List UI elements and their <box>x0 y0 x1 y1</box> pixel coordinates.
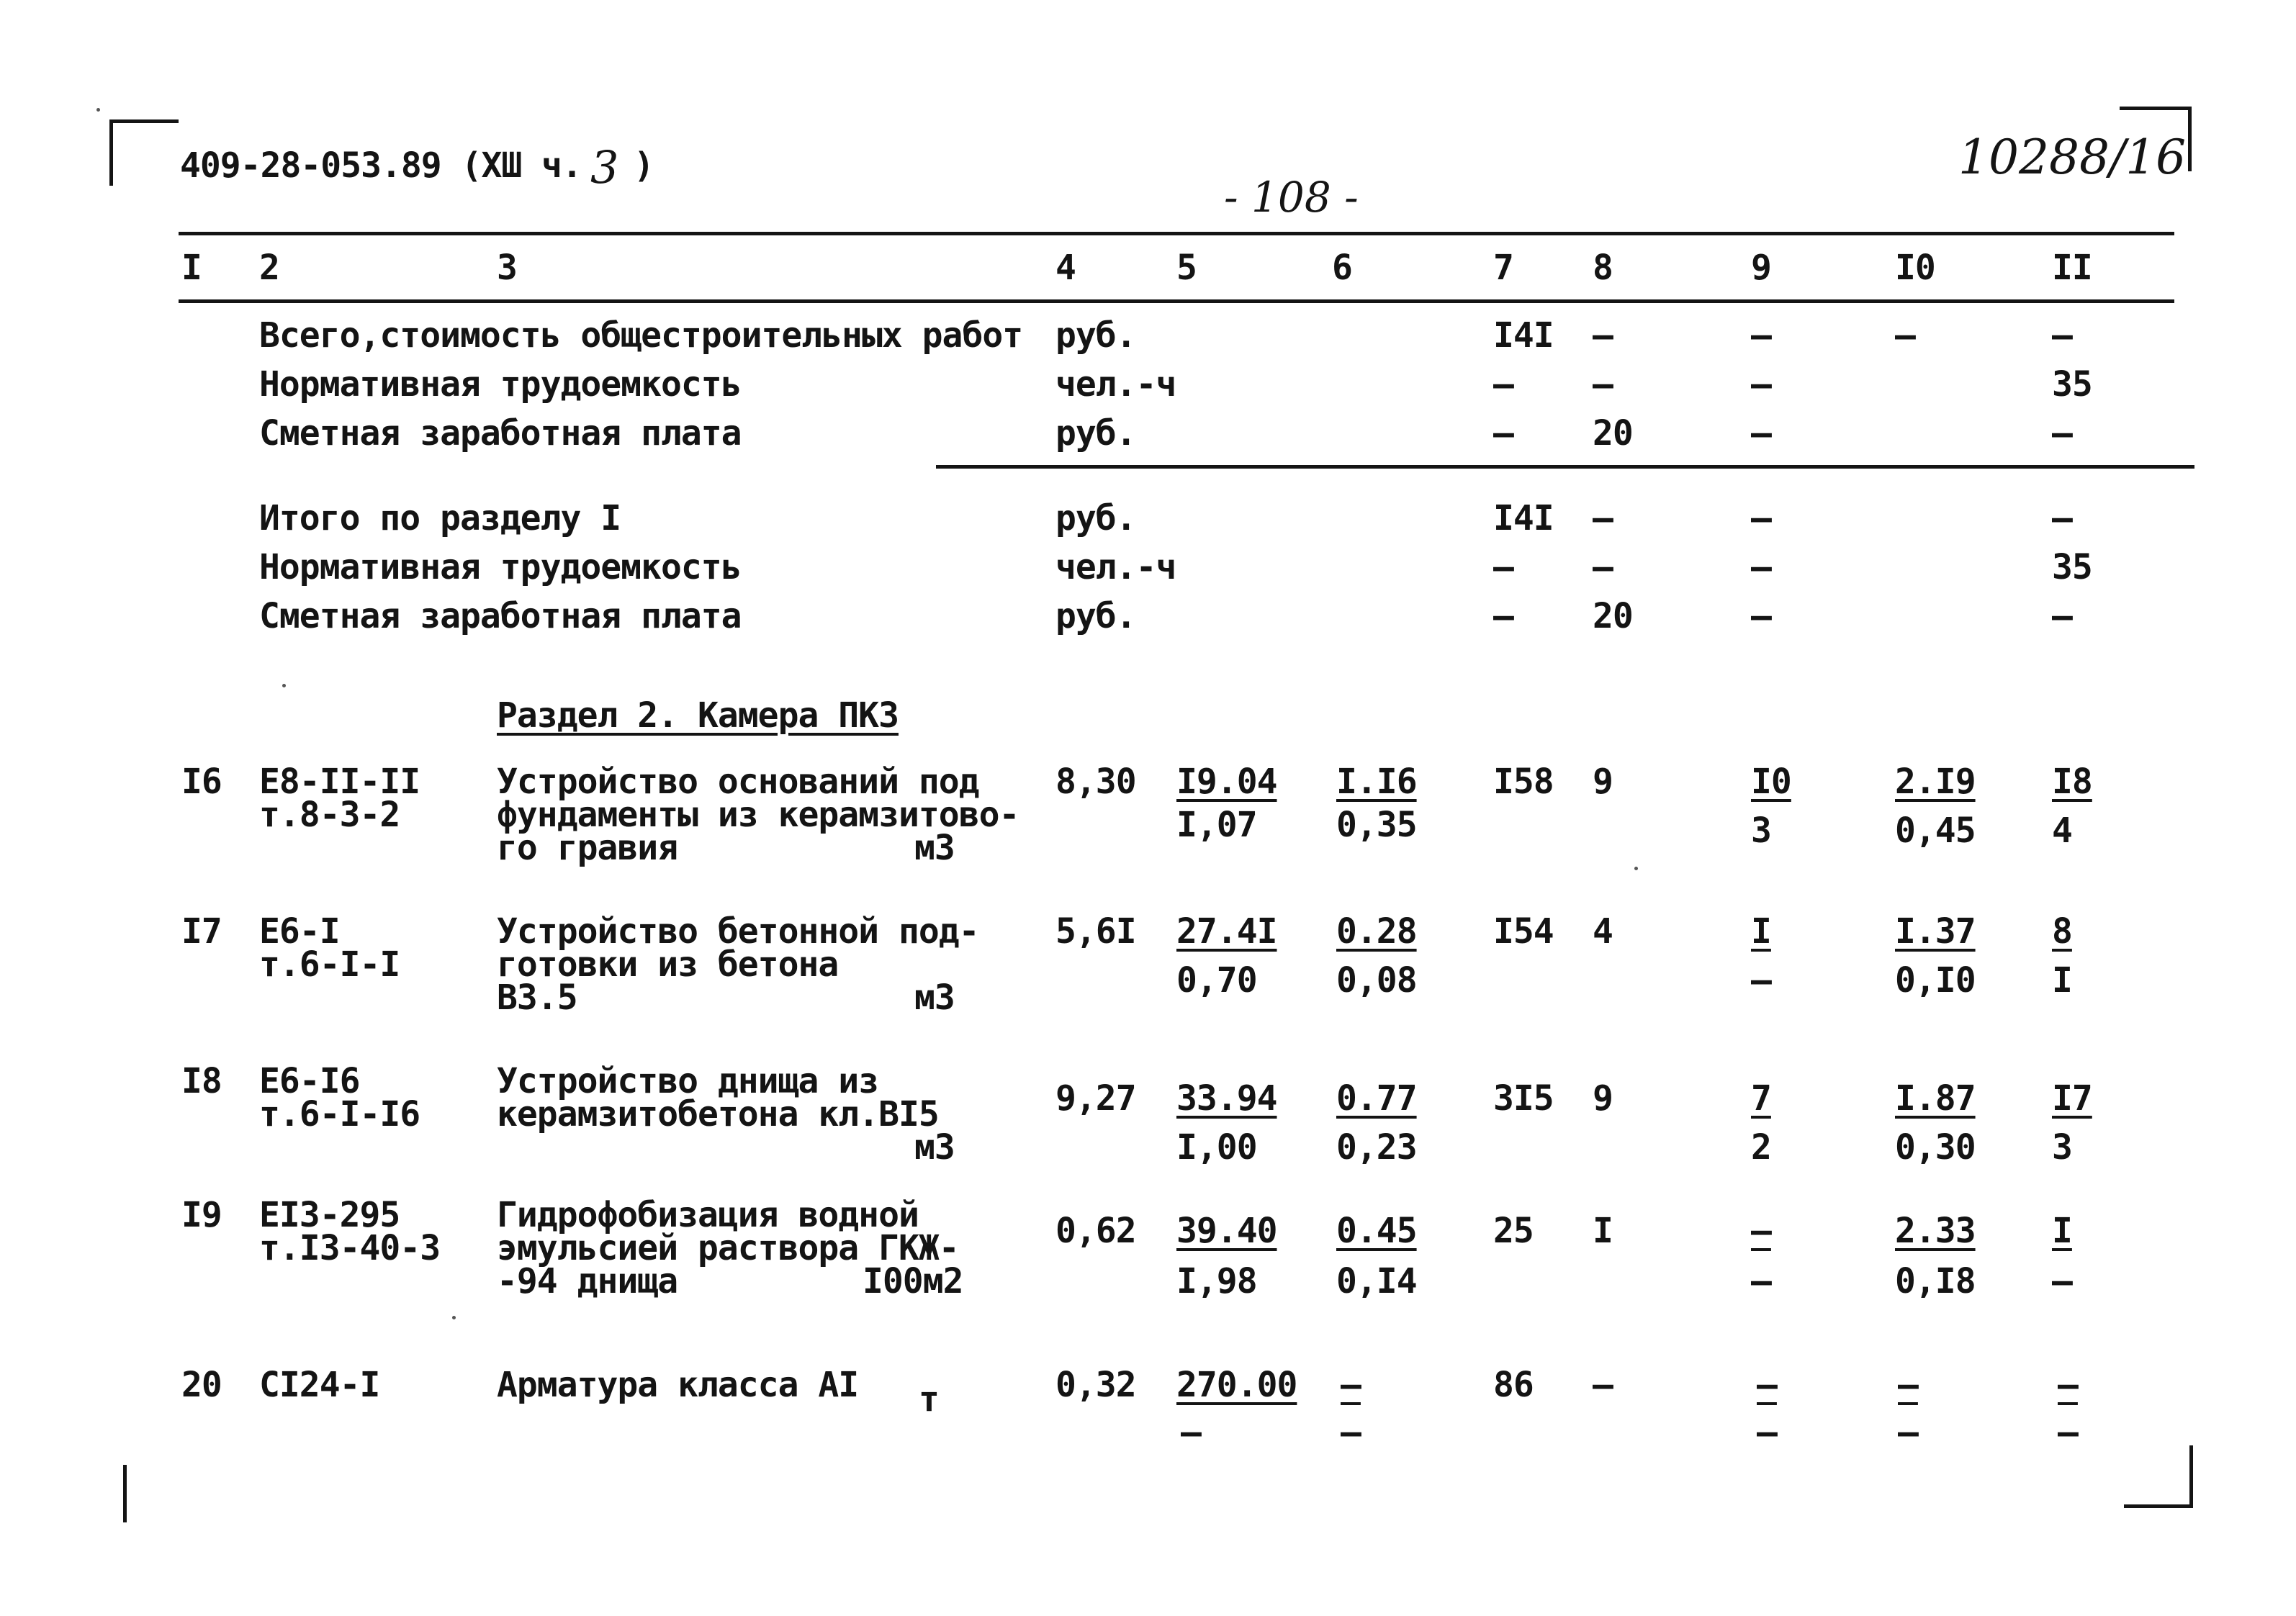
row-col10-top: 2.I9 <box>1895 762 1976 802</box>
row-col5-top: I9.04 <box>1176 762 1277 802</box>
total-col7: – <box>1493 364 1513 405</box>
row-col10-bottom: 0,I0 <box>1895 960 1976 1001</box>
row-col5-bottom: 0,70 <box>1176 960 1257 1001</box>
total-unit: руб. <box>1055 315 1136 356</box>
row-col6-top: I.I6 <box>1336 762 1417 802</box>
row-desc-line2: эмульсией раствора ГКЖ- <box>497 1228 959 1268</box>
row-unit: м3 <box>914 828 955 868</box>
row-col5-top: 270.00 <box>1176 1365 1297 1405</box>
row-col6-top: 0.28 <box>1336 911 1417 952</box>
row-col8: 9 <box>1593 1078 1613 1119</box>
total-col8: 20 <box>1593 413 1633 453</box>
total-label: Итого по разделу I <box>259 498 621 538</box>
total-col11: 35 <box>2052 364 2092 405</box>
row-col7: I58 <box>1493 762 1554 802</box>
row-code: Е6-I <box>259 911 340 952</box>
row-col9-top: – <box>1751 1211 1771 1251</box>
column-header-3: 3 <box>497 248 517 288</box>
row-col6-bottom: 0,23 <box>1336 1127 1417 1168</box>
column-header-5: 5 <box>1176 248 1197 288</box>
row-desc-line2: готовки из бетона <box>497 944 839 985</box>
total-col9: – <box>1751 547 1771 587</box>
total-unit: руб. <box>1055 596 1136 636</box>
total-col11: – <box>2052 498 2072 538</box>
row-col6-bottom: – <box>1341 1412 1361 1453</box>
total-col9: – <box>1751 364 1771 405</box>
inventory-number: 10288/16 <box>1958 130 2187 185</box>
total-col10: – <box>1895 315 1915 356</box>
total-unit: руб. <box>1055 498 1136 538</box>
row-col9-bottom: 3 <box>1751 811 1771 851</box>
total-unit: чел.-ч <box>1055 364 1176 405</box>
row-col6-top: 0.77 <box>1336 1078 1417 1119</box>
row-col6-top: 0.45 <box>1336 1211 1417 1251</box>
total-label: Сметная заработная плата <box>259 596 742 636</box>
row-number: I9 <box>181 1195 222 1235</box>
total-col8: – <box>1593 547 1613 587</box>
column-header-1: I <box>181 248 202 288</box>
total-unit: чел.-ч <box>1055 547 1176 587</box>
totals-separator-rule <box>936 465 2194 469</box>
row-unit: I00м2 <box>863 1261 963 1301</box>
total-col8: – <box>1593 498 1613 538</box>
total-col8: – <box>1593 364 1613 405</box>
column-header-4: 4 <box>1055 248 1076 288</box>
row-col6-bottom: 0,I4 <box>1336 1261 1417 1301</box>
row-col5-bottom: I,98 <box>1176 1261 1257 1301</box>
row-desc-line3: го гравия <box>497 828 678 868</box>
total-col11: – <box>2052 596 2072 636</box>
row-col5-top: 33.94 <box>1176 1078 1277 1119</box>
row-col8: 4 <box>1593 911 1613 952</box>
total-label: Нормативная трудоемкость <box>259 364 742 405</box>
row-col9-bottom: – <box>1751 1261 1771 1301</box>
row-code: Е6-I6 <box>259 1061 360 1101</box>
row-code: СI24-I <box>259 1365 380 1405</box>
row-col11-bottom: – <box>2052 1261 2072 1301</box>
row-number: I8 <box>181 1061 222 1101</box>
row-code-table: т.6-I-I <box>259 944 400 985</box>
scan-speck <box>96 108 100 112</box>
row-col8: I <box>1593 1211 1613 1251</box>
total-label: Сметная заработная плата <box>259 413 742 453</box>
row-col10-bottom: – <box>1898 1412 1918 1453</box>
row-code-table: т.8-3-2 <box>259 795 400 835</box>
row-desc-line1: Гидрофобизация водной <box>497 1195 919 1235</box>
row-unit: м3 <box>914 978 955 1018</box>
scan-speck <box>452 1316 456 1319</box>
row-col9-bottom: 2 <box>1751 1127 1771 1168</box>
row-col11-top: I <box>2052 1211 2072 1251</box>
row-col5-top: 27.4I <box>1176 911 1277 952</box>
table-top-rule <box>179 232 2174 235</box>
document-part-number: 3 <box>590 141 619 194</box>
frame-corner-top-left-h <box>109 119 179 123</box>
column-header-11: II <box>2052 248 2092 288</box>
total-col7: – <box>1493 547 1513 587</box>
row-col9-bottom: – <box>1751 960 1771 1001</box>
row-number: 20 <box>181 1365 222 1405</box>
row-col10-bottom: 0,I8 <box>1895 1261 1976 1301</box>
row-col6-top: – <box>1341 1365 1361 1405</box>
row-col10-bottom: 0,30 <box>1895 1127 1976 1168</box>
row-col10-top: – <box>1898 1365 1918 1405</box>
row-quantity: 0,32 <box>1055 1365 1136 1405</box>
row-col8: – <box>1593 1365 1613 1405</box>
row-col7: I54 <box>1493 911 1554 952</box>
frame-corner-bottom-right-h <box>2124 1504 2193 1508</box>
total-label: Нормативная трудоемкость <box>259 547 742 587</box>
row-number: I6 <box>181 762 222 802</box>
row-col5-bottom: I,00 <box>1176 1127 1257 1168</box>
total-col11: – <box>2052 315 2072 356</box>
row-col11-top: I8 <box>2052 762 2092 802</box>
frame-corner-bottom-right-v <box>2189 1445 2193 1508</box>
total-col9: – <box>1751 498 1771 538</box>
row-number: I7 <box>181 911 222 952</box>
row-code: Е8-II-II <box>259 762 420 802</box>
header-bottom-rule <box>179 299 2174 303</box>
row-desc-line1: Устройство оснований под <box>497 762 979 802</box>
row-col11-top: I7 <box>2052 1078 2092 1119</box>
column-header-6: 6 <box>1332 248 1352 288</box>
row-desc-line3: В3.5 <box>497 978 577 1018</box>
total-col9: – <box>1751 315 1771 356</box>
column-header-2: 2 <box>259 248 279 288</box>
total-col7: I4I <box>1493 315 1554 356</box>
frame-corner-top-left-v <box>109 119 113 186</box>
row-col11-top: – <box>2058 1365 2078 1405</box>
row-desc-line1: Устройство днища из <box>497 1061 879 1101</box>
row-desc-line1: Устройство бетонной под- <box>497 911 979 952</box>
row-col11-bottom: 4 <box>2052 811 2072 851</box>
column-header-8: 8 <box>1593 248 1613 288</box>
row-col11-bottom: I <box>2052 960 2072 1001</box>
row-col10-top: I.87 <box>1895 1078 1976 1119</box>
row-col5-top: 39.40 <box>1176 1211 1277 1251</box>
row-quantity: 5,6I <box>1055 911 1136 952</box>
total-label: Всего,стоимость общестроительных работ <box>259 315 1023 356</box>
row-quantity: 9,27 <box>1055 1078 1136 1119</box>
row-col10-top: 2.33 <box>1895 1211 1976 1251</box>
scan-speck <box>1634 867 1638 870</box>
row-col9-top: 7 <box>1751 1078 1771 1119</box>
row-col5-bottom: I,07 <box>1176 805 1257 845</box>
row-desc-line3: -94 днища <box>497 1261 678 1301</box>
row-col10-top: I.37 <box>1895 911 1976 952</box>
row-col5-bottom: – <box>1181 1412 1201 1453</box>
row-col11-bottom: 3 <box>2052 1127 2072 1168</box>
row-col7: 86 <box>1493 1365 1534 1405</box>
total-col7: – <box>1493 413 1513 453</box>
row-col9-top: I0 <box>1751 762 1791 802</box>
row-quantity: 0,62 <box>1055 1211 1136 1251</box>
total-unit: руб. <box>1055 413 1136 453</box>
column-header-10: I0 <box>1895 248 1935 288</box>
total-col11: 35 <box>2052 547 2092 587</box>
row-col6-bottom: 0,35 <box>1336 805 1417 845</box>
row-col6-bottom: 0,08 <box>1336 960 1417 1001</box>
total-col7: I4I <box>1493 498 1554 538</box>
total-col9: – <box>1751 413 1771 453</box>
row-col11-top: 8 <box>2052 911 2072 952</box>
row-col7: 25 <box>1493 1211 1534 1251</box>
total-col8: 20 <box>1593 596 1633 636</box>
row-col7: 3I5 <box>1493 1078 1554 1119</box>
total-col11: – <box>2052 413 2072 453</box>
row-quantity: 8,30 <box>1055 762 1136 802</box>
total-col8: – <box>1593 315 1613 356</box>
row-col11-bottom: – <box>2058 1412 2078 1453</box>
row-code-table: т.I3-40-3 <box>259 1228 441 1268</box>
row-desc-line1: Арматура класса АI <box>497 1365 859 1405</box>
scan-speck <box>282 684 286 687</box>
row-col8: 9 <box>1593 762 1613 802</box>
page-number: - 108 - <box>1224 173 1359 222</box>
document-code-close-paren: ) <box>634 145 654 186</box>
frame-mark-bottom-left <box>123 1465 127 1522</box>
row-code: ЕI3-295 <box>259 1195 400 1235</box>
row-code-table: т.6-I-I6 <box>259 1094 420 1134</box>
frame-corner-top-right-h <box>2120 107 2192 110</box>
total-col9: – <box>1751 596 1771 636</box>
row-col10-bottom: 0,45 <box>1895 811 1976 851</box>
frame-corner-top-right-v <box>2188 107 2192 171</box>
row-unit: м3 <box>914 1127 955 1168</box>
column-header-9: 9 <box>1751 248 1771 288</box>
section-title: Раздел 2. Камера ПКЗ <box>497 695 899 736</box>
row-col9-top: I <box>1751 911 1771 952</box>
total-col7: – <box>1493 596 1513 636</box>
row-desc-line2: фундаменты из керамзитово- <box>497 795 1019 835</box>
document-code: 409-28-053.89 (XШ ч. <box>180 145 582 186</box>
row-unit: т <box>919 1379 939 1419</box>
row-col9-top: – <box>1757 1365 1777 1405</box>
row-desc-line2: керамзитобетона кл.ВI5 <box>497 1094 939 1134</box>
row-col9-bottom: – <box>1757 1412 1777 1453</box>
column-header-7: 7 <box>1493 248 1513 288</box>
